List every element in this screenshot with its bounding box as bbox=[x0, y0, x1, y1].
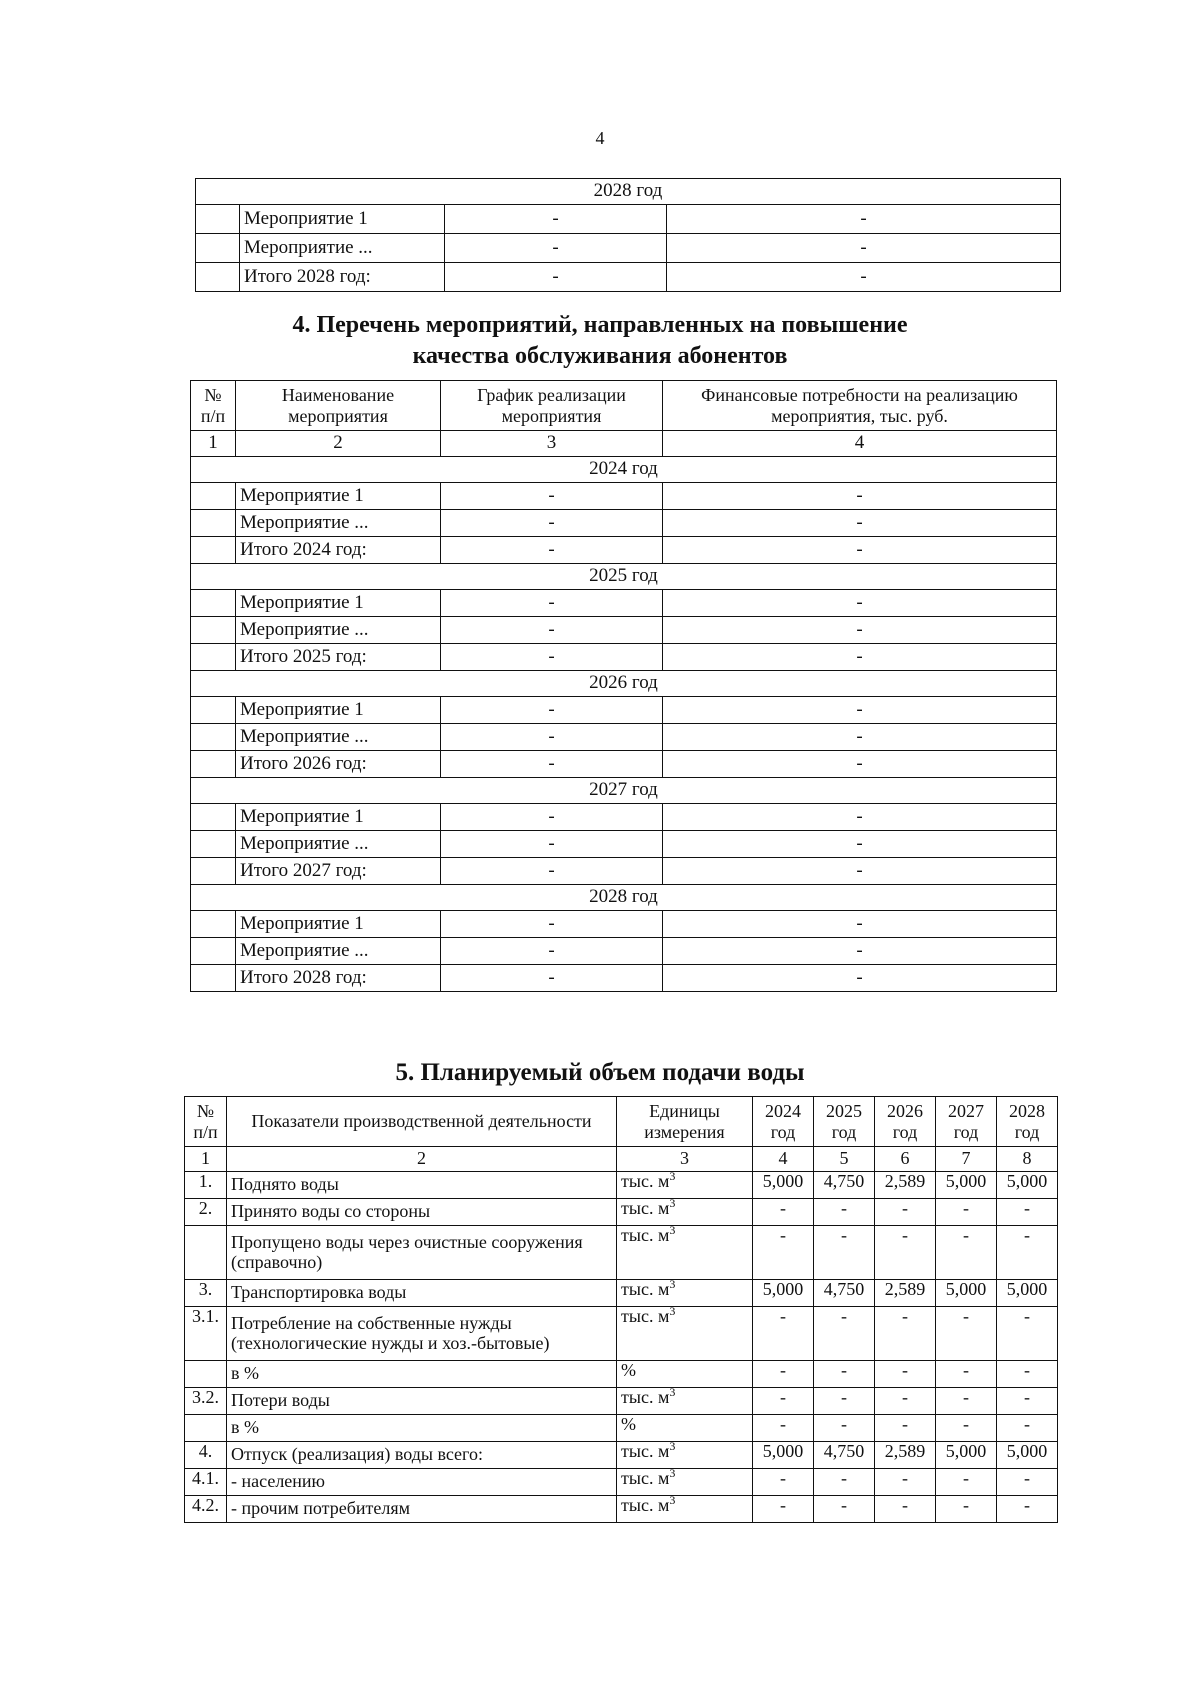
row-number: 3. bbox=[185, 1280, 227, 1307]
row-number: 3.1. bbox=[185, 1307, 227, 1361]
header-unit: Единицы измерения bbox=[617, 1097, 753, 1147]
unit-text: тыс. м bbox=[621, 1279, 670, 1299]
table-row bbox=[191, 804, 1057, 831]
header-indicator: Показатели производственной деятельности bbox=[227, 1097, 617, 1147]
table-row bbox=[185, 1226, 1058, 1280]
indicator-name: в % bbox=[227, 1415, 617, 1442]
activity-name: Мероприятие 1 bbox=[236, 804, 441, 831]
value-cell: - bbox=[875, 1199, 936, 1226]
col-number: 3 bbox=[441, 431, 663, 457]
unit-cell bbox=[617, 1307, 753, 1361]
col-number: 2 bbox=[227, 1147, 617, 1172]
schedule-cell: - bbox=[441, 804, 663, 831]
activity-name: Итого 2027 год: bbox=[236, 858, 441, 885]
value-cell: - bbox=[997, 1469, 1058, 1496]
num-cell bbox=[191, 751, 236, 778]
finance-cell: - bbox=[663, 804, 1057, 831]
value-cell: - bbox=[936, 1469, 997, 1496]
finance-cell: - bbox=[663, 590, 1057, 617]
header-num: № п/п bbox=[185, 1097, 227, 1147]
table-row bbox=[185, 1496, 1058, 1523]
value-cell: 5,000 bbox=[997, 1280, 1058, 1307]
indicator-name: Поднято воды bbox=[227, 1172, 617, 1199]
num-cell bbox=[196, 205, 240, 234]
table-row bbox=[185, 1388, 1058, 1415]
table-row bbox=[191, 617, 1057, 644]
row-number bbox=[185, 1226, 227, 1280]
num-cell bbox=[191, 831, 236, 858]
value-cell: - bbox=[875, 1496, 936, 1523]
value-cell: - bbox=[875, 1361, 936, 1388]
value-cell: - bbox=[814, 1469, 875, 1496]
num-cell bbox=[191, 911, 236, 938]
value-cell: - bbox=[997, 1226, 1058, 1280]
num-cell bbox=[191, 965, 236, 992]
header-name: Наименование мероприятия bbox=[236, 381, 441, 431]
num-cell bbox=[191, 537, 236, 564]
indicator-name: Потребление на собственные нужды (технологические нужды и хоз.-бытовые) bbox=[227, 1307, 617, 1361]
row-number: 3.2. bbox=[185, 1388, 227, 1415]
table-row bbox=[185, 1442, 1058, 1469]
num-cell bbox=[191, 617, 236, 644]
finance-cell: - bbox=[663, 938, 1057, 965]
table-row bbox=[185, 1469, 1058, 1496]
activity-name: Мероприятие ... bbox=[236, 724, 441, 751]
table-row bbox=[191, 644, 1057, 671]
page-number: 4 bbox=[595, 128, 605, 148]
table-row bbox=[196, 234, 1061, 263]
finance-cell: - bbox=[667, 205, 1061, 234]
indicator-name: Пропущено воды через очистные сооружения (справочно) bbox=[227, 1226, 617, 1280]
value-cell: - bbox=[936, 1415, 997, 1442]
schedule-cell: - bbox=[441, 697, 663, 724]
schedule-cell: - bbox=[445, 205, 667, 234]
year-label: 2027 год bbox=[191, 778, 1057, 804]
unit-cell bbox=[617, 1226, 753, 1280]
row-number: 4.1. bbox=[185, 1469, 227, 1496]
unit-cell bbox=[617, 1199, 753, 1226]
value-cell: - bbox=[814, 1226, 875, 1280]
activity-name: Мероприятие ... bbox=[236, 831, 441, 858]
value-cell: - bbox=[875, 1388, 936, 1415]
value-cell: - bbox=[936, 1307, 997, 1361]
finance-cell: - bbox=[663, 724, 1057, 751]
col-number: 1 bbox=[191, 431, 236, 457]
col-number: 6 bbox=[875, 1147, 936, 1172]
header-year: 2027 год bbox=[936, 1097, 997, 1147]
schedule-cell: - bbox=[441, 938, 663, 965]
year-label: 2025 год bbox=[191, 564, 1057, 590]
unit-text: % bbox=[621, 1414, 636, 1434]
value-cell: 5,000 bbox=[753, 1442, 814, 1469]
value-cell: 2,589 bbox=[875, 1442, 936, 1469]
row-number: 4.2. bbox=[185, 1496, 227, 1523]
finance-cell: - bbox=[663, 510, 1057, 537]
value-cell: - bbox=[997, 1415, 1058, 1442]
col-number: 3 bbox=[617, 1147, 753, 1172]
table-row bbox=[191, 858, 1057, 885]
value-cell: - bbox=[753, 1469, 814, 1496]
table-row bbox=[191, 751, 1057, 778]
value-cell: - bbox=[753, 1226, 814, 1280]
table-row bbox=[191, 510, 1057, 537]
unit-superscript: 3 bbox=[669, 1495, 676, 1507]
activity-name: Мероприятие 1 bbox=[236, 911, 441, 938]
value-cell: - bbox=[814, 1388, 875, 1415]
finance-cell: - bbox=[663, 483, 1057, 510]
activity-name: Итого 2028 год: bbox=[240, 263, 445, 292]
value-cell: - bbox=[814, 1361, 875, 1388]
table-row bbox=[191, 831, 1057, 858]
finance-cell: - bbox=[663, 911, 1057, 938]
header-year: 2028 год bbox=[997, 1097, 1058, 1147]
col-number: 1 bbox=[185, 1147, 227, 1172]
indicator-name: - населению bbox=[227, 1469, 617, 1496]
unit-cell bbox=[617, 1442, 753, 1469]
value-cell: 4,750 bbox=[814, 1172, 875, 1199]
year-label: 2028 год bbox=[196, 179, 1061, 205]
table-row bbox=[191, 724, 1057, 751]
finance-cell: - bbox=[663, 537, 1057, 564]
value-cell: 5,000 bbox=[997, 1442, 1058, 1469]
value-cell: 5,000 bbox=[753, 1280, 814, 1307]
year-row bbox=[191, 778, 1057, 804]
value-cell: - bbox=[753, 1199, 814, 1226]
header-year: 2025 год bbox=[814, 1097, 875, 1147]
table-row bbox=[191, 911, 1057, 938]
value-cell: 2,589 bbox=[875, 1172, 936, 1199]
schedule-cell: - bbox=[441, 831, 663, 858]
schedule-cell: - bbox=[441, 911, 663, 938]
section5-title: 5. Планируемый объем подачи воды bbox=[395, 1059, 805, 1086]
table-row bbox=[191, 938, 1057, 965]
finance-cell: - bbox=[663, 697, 1057, 724]
unit-text: тыс. м bbox=[621, 1468, 670, 1488]
unit-superscript: 3 bbox=[669, 1198, 676, 1210]
value-cell: 5,000 bbox=[997, 1172, 1058, 1199]
unit-superscript: 3 bbox=[669, 1306, 676, 1318]
row-number bbox=[185, 1361, 227, 1388]
value-cell: 4,750 bbox=[814, 1280, 875, 1307]
finance-cell: - bbox=[663, 751, 1057, 778]
schedule-cell: - bbox=[445, 263, 667, 292]
table-row bbox=[191, 697, 1057, 724]
table-row bbox=[185, 1307, 1058, 1361]
unit-text: тыс. м bbox=[621, 1306, 670, 1326]
header-row bbox=[185, 1097, 1058, 1147]
col-number: 5 bbox=[814, 1147, 875, 1172]
value-cell: - bbox=[753, 1307, 814, 1361]
unit-text: тыс. м bbox=[621, 1225, 670, 1245]
value-cell: - bbox=[875, 1469, 936, 1496]
year-row bbox=[191, 457, 1057, 483]
value-cell: - bbox=[814, 1496, 875, 1523]
num-cell bbox=[191, 804, 236, 831]
schedule-cell: - bbox=[441, 965, 663, 992]
num-cell bbox=[191, 697, 236, 724]
col-number: 4 bbox=[663, 431, 1057, 457]
year-label: 2024 год bbox=[191, 457, 1057, 483]
col-number: 8 bbox=[997, 1147, 1058, 1172]
unit-cell bbox=[617, 1388, 753, 1415]
activity-name: Итого 2024 год: bbox=[236, 537, 441, 564]
value-cell: - bbox=[997, 1307, 1058, 1361]
unit-superscript: 3 bbox=[669, 1279, 676, 1291]
section4-title-line1: 4. Перечень мероприятий, направленных на повышение bbox=[292, 312, 908, 338]
activity-name: Мероприятие ... bbox=[236, 617, 441, 644]
activity-name: Мероприятие 1 bbox=[236, 590, 441, 617]
year-row bbox=[191, 564, 1057, 590]
value-cell: - bbox=[814, 1199, 875, 1226]
value-cell: - bbox=[753, 1415, 814, 1442]
table-row bbox=[191, 483, 1057, 510]
unit-cell bbox=[617, 1361, 753, 1388]
num-cell bbox=[191, 724, 236, 751]
unit-cell bbox=[617, 1280, 753, 1307]
unit-text: тыс. м bbox=[621, 1387, 670, 1407]
finance-cell: - bbox=[667, 263, 1061, 292]
year-row bbox=[196, 179, 1061, 205]
value-cell: 5,000 bbox=[753, 1172, 814, 1199]
section4-table bbox=[190, 380, 1057, 992]
value-cell: - bbox=[936, 1388, 997, 1415]
value-cell: - bbox=[753, 1496, 814, 1523]
schedule-cell: - bbox=[441, 617, 663, 644]
num-cell bbox=[196, 234, 240, 263]
indicator-name: Транспортировка воды bbox=[227, 1280, 617, 1307]
value-cell: - bbox=[997, 1496, 1058, 1523]
unit-cell bbox=[617, 1469, 753, 1496]
unit-text: тыс. м bbox=[621, 1441, 670, 1461]
schedule-cell: - bbox=[441, 751, 663, 778]
year-row bbox=[191, 671, 1057, 697]
schedule-cell: - bbox=[441, 644, 663, 671]
unit-text: тыс. м bbox=[621, 1495, 670, 1515]
activity-name: Мероприятие 1 bbox=[240, 205, 445, 234]
schedule-cell: - bbox=[445, 234, 667, 263]
unit-cell bbox=[617, 1496, 753, 1523]
value-cell: - bbox=[936, 1361, 997, 1388]
schedule-cell: - bbox=[441, 510, 663, 537]
row-number: 2. bbox=[185, 1199, 227, 1226]
finance-cell: - bbox=[667, 234, 1061, 263]
value-cell: 4,750 bbox=[814, 1442, 875, 1469]
col-number: 2 bbox=[236, 431, 441, 457]
unit-text: % bbox=[621, 1360, 636, 1380]
finance-cell: - bbox=[663, 831, 1057, 858]
table-row bbox=[185, 1172, 1058, 1199]
value-cell: - bbox=[753, 1361, 814, 1388]
value-cell: - bbox=[936, 1199, 997, 1226]
col-number: 4 bbox=[753, 1147, 814, 1172]
header-finance: Финансовые потребности на реализацию мероприятия, тыс. руб. bbox=[663, 381, 1057, 431]
unit-cell bbox=[617, 1172, 753, 1199]
header-year: 2026 год bbox=[875, 1097, 936, 1147]
finance-cell: - bbox=[663, 965, 1057, 992]
header-schedule: График реализации мероприятия bbox=[441, 381, 663, 431]
num-cell bbox=[191, 483, 236, 510]
value-cell: - bbox=[875, 1415, 936, 1442]
activity-name: Мероприятие ... bbox=[236, 510, 441, 537]
top-activities-table bbox=[195, 178, 1061, 292]
schedule-cell: - bbox=[441, 590, 663, 617]
unit-cell bbox=[617, 1415, 753, 1442]
finance-cell: - bbox=[663, 644, 1057, 671]
num-cell bbox=[196, 263, 240, 292]
value-cell: - bbox=[997, 1199, 1058, 1226]
num-cell bbox=[191, 858, 236, 885]
unit-superscript: 3 bbox=[669, 1171, 676, 1183]
unit-superscript: 3 bbox=[669, 1441, 676, 1453]
schedule-cell: - bbox=[441, 858, 663, 885]
header-row bbox=[191, 381, 1057, 431]
value-cell: 5,000 bbox=[936, 1172, 997, 1199]
unit-superscript: 3 bbox=[669, 1225, 676, 1237]
value-cell: - bbox=[997, 1388, 1058, 1415]
num-cell bbox=[191, 644, 236, 671]
activity-name: Итого 2028 год: bbox=[236, 965, 441, 992]
num-cell bbox=[191, 510, 236, 537]
column-numbers-row bbox=[185, 1147, 1058, 1172]
indicator-name: Принято воды со стороны bbox=[227, 1199, 617, 1226]
unit-text: тыс. м bbox=[621, 1198, 670, 1218]
value-cell: 5,000 bbox=[936, 1280, 997, 1307]
indicator-name: Отпуск (реализация) воды всего: bbox=[227, 1442, 617, 1469]
header-year: 2024 год bbox=[753, 1097, 814, 1147]
schedule-cell: - bbox=[441, 724, 663, 751]
value-cell: - bbox=[936, 1496, 997, 1523]
activity-name: Мероприятие ... bbox=[240, 234, 445, 263]
indicator-name: Потери воды bbox=[227, 1388, 617, 1415]
activity-name: Мероприятие 1 bbox=[236, 483, 441, 510]
value-cell: - bbox=[814, 1307, 875, 1361]
header-num: № п/п bbox=[191, 381, 236, 431]
table-row bbox=[185, 1280, 1058, 1307]
value-cell: 2,589 bbox=[875, 1280, 936, 1307]
table-row bbox=[185, 1415, 1058, 1442]
value-cell: - bbox=[997, 1361, 1058, 1388]
table-row bbox=[191, 965, 1057, 992]
value-cell: - bbox=[814, 1415, 875, 1442]
schedule-cell: - bbox=[441, 537, 663, 564]
year-label: 2026 год bbox=[191, 671, 1057, 697]
unit-superscript: 3 bbox=[669, 1387, 676, 1399]
table-row bbox=[191, 590, 1057, 617]
row-number: 1. bbox=[185, 1172, 227, 1199]
indicator-name: в % bbox=[227, 1361, 617, 1388]
table-row bbox=[196, 263, 1061, 292]
table-row bbox=[196, 205, 1061, 234]
unit-text: тыс. м bbox=[621, 1171, 670, 1191]
row-number bbox=[185, 1415, 227, 1442]
num-cell bbox=[191, 938, 236, 965]
year-row bbox=[191, 885, 1057, 911]
activity-name: Итого 2025 год: bbox=[236, 644, 441, 671]
value-cell: - bbox=[875, 1307, 936, 1361]
col-number: 7 bbox=[936, 1147, 997, 1172]
value-cell: - bbox=[936, 1226, 997, 1280]
num-cell bbox=[191, 590, 236, 617]
row-number: 4. bbox=[185, 1442, 227, 1469]
indicator-name: - прочим потребителям bbox=[227, 1496, 617, 1523]
value-cell: - bbox=[753, 1388, 814, 1415]
schedule-cell: - bbox=[441, 483, 663, 510]
unit-superscript: 3 bbox=[669, 1468, 676, 1480]
value-cell: 5,000 bbox=[936, 1442, 997, 1469]
year-label: 2028 год bbox=[191, 885, 1057, 911]
section5-table bbox=[184, 1096, 1058, 1523]
activity-name: Мероприятие 1 bbox=[236, 697, 441, 724]
column-numbers-row bbox=[191, 431, 1057, 457]
finance-cell: - bbox=[663, 617, 1057, 644]
value-cell: - bbox=[875, 1226, 936, 1280]
table-row bbox=[185, 1199, 1058, 1226]
table-row bbox=[191, 537, 1057, 564]
table-row bbox=[185, 1361, 1058, 1388]
activity-name: Мероприятие ... bbox=[236, 938, 441, 965]
section4-title-line2: качества обслуживания абонентов bbox=[412, 343, 788, 369]
activity-name: Итого 2026 год: bbox=[236, 751, 441, 778]
finance-cell: - bbox=[663, 858, 1057, 885]
